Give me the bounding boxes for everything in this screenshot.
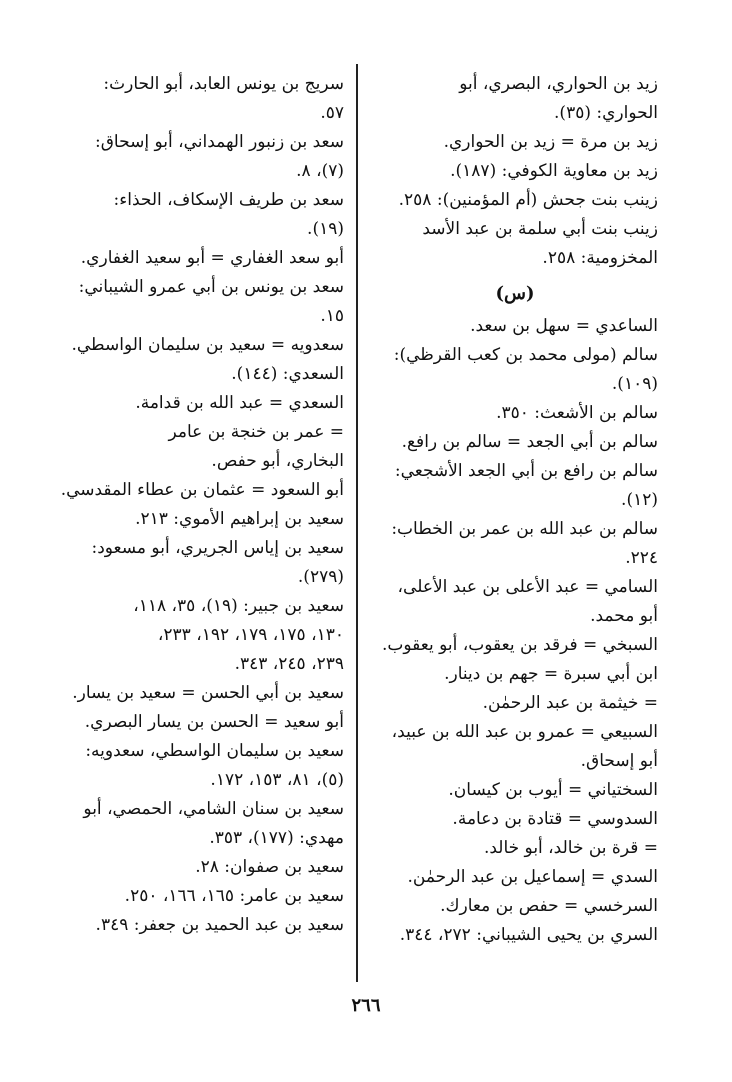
entry-line: سعدويه = سعيد بن سليمان الواسطي. <box>71 335 344 355</box>
entry-line: السعدي: (١٤٤). <box>231 364 344 384</box>
entry-line: أبو سعيد = الحسن بن يسار البصري. <box>84 712 344 732</box>
entry-line: (٥)، ٨١، ١٥٣، ١٧٢. <box>210 770 344 790</box>
section-heading: (س) <box>495 283 535 304</box>
entry-line: مهدي: (١٧٧)، ٣٥٣. <box>209 828 344 848</box>
index-entry <box>372 312 658 341</box>
index-entry <box>26 853 344 882</box>
index-entry <box>26 360 344 389</box>
page-number: ٢٦٦ <box>351 995 381 1016</box>
entry-line: سعيد بن عامر: ١٦٥، ١٦٦، ٢٥٠. <box>124 886 344 906</box>
index-entry <box>372 399 658 428</box>
index-entry <box>26 476 344 505</box>
index-entry <box>372 805 658 834</box>
entry-line: سعيد بن جبير: (١٩)، ٣٥، ١١٨، <box>133 596 344 616</box>
entry-line: أبو محمد. <box>590 606 658 626</box>
column-divider <box>356 64 358 982</box>
entry-line: زيد بن معاوية الكوفي: (١٨٧). <box>450 161 658 181</box>
index-entry <box>372 428 658 457</box>
entry-line: السامي = عبد الأعلى بن عبد الأعلى، <box>397 577 658 597</box>
entry-line: = عمر بن خنجة بن عامر <box>168 422 344 442</box>
entry-line: سعيد بن إياس الجريري، أبو مسعود: <box>91 538 344 558</box>
entry-line: ١٥. <box>320 306 344 326</box>
entry-line: السختياني = أيوب بن كيسان. <box>448 780 658 800</box>
entry-line: السبخي = فرقد بن يعقوب، أبو يعقوب. <box>381 635 658 655</box>
index-entry <box>372 660 658 689</box>
index-entry <box>26 708 344 737</box>
entry-line: سعد بن زنبور الهمداني، أبو إسحاق: <box>95 132 344 152</box>
index-entry <box>26 331 344 360</box>
entry-line: السبيعي = عمرو بن عبد الله بن عبيد، <box>391 722 658 742</box>
entry-line: (٢٧٩). <box>297 567 344 587</box>
index-entry <box>26 737 344 795</box>
entry-line: سريج بن يونس العابد، أبو الحارث: <box>103 74 344 94</box>
entry-line: أبو السعود = عثمان بن عطاء المقدسي. <box>60 480 344 500</box>
entry-line: السعدي = عبد الله بن قدامة. <box>135 393 344 413</box>
entry-line: سعد بن طريف الإسكاف، الحذاء: <box>113 190 344 210</box>
index-entry <box>26 389 344 418</box>
index-entry <box>26 911 344 940</box>
entry-line: (٧)، ٨. <box>296 161 344 181</box>
entry-line: زينب بنت أبي سلمة بن عبد الأسد <box>422 219 658 239</box>
index-entry <box>372 631 658 660</box>
index-entry <box>26 534 344 592</box>
left-column <box>26 70 344 940</box>
entry-line: سالم بن الأشعث: ٣٥٠. <box>496 403 658 423</box>
index-entry <box>372 718 658 776</box>
entry-line: ابن أبي سبرة = جهم بن دينار. <box>444 664 658 684</box>
index-entry <box>372 892 658 921</box>
entry-line: سعيد بن عبد الحميد بن جعفر: ٣٤٩. <box>95 915 344 935</box>
index-entry <box>26 70 344 128</box>
index-entry <box>372 128 658 157</box>
entry-line: = خيثمة بن عبد الرحمٰن. <box>482 693 658 713</box>
entry-line: (١٢). <box>621 490 658 510</box>
entry-line: السرخسي = حفص بن معارك. <box>440 896 658 916</box>
entry-line: المخزومية: ٢٥٨. <box>542 248 658 268</box>
index-entry <box>372 186 658 215</box>
index-entry <box>372 157 658 186</box>
index-entry <box>26 186 344 244</box>
index-entry <box>26 128 344 186</box>
index-entry <box>26 592 344 679</box>
index-entry <box>26 244 344 273</box>
entry-line: البخاري، أبو حفص. <box>211 451 344 471</box>
entry-line: سعيد بن صفوان: ٢٨. <box>195 857 344 877</box>
index-entry <box>372 921 658 950</box>
index-entry <box>26 273 344 331</box>
index-entry <box>372 776 658 805</box>
entry-line: = قرة بن خالد، أبو خالد. <box>483 838 658 858</box>
entry-line: الساعدي = سهل بن سعد. <box>470 316 658 336</box>
index-entry <box>372 573 658 631</box>
index-entry <box>372 457 658 515</box>
entry-line: السدي = إسماعيل بن عبد الرحمٰن. <box>407 867 658 887</box>
index-entry <box>372 215 658 273</box>
entry-line: سعيد بن إبراهيم الأموي: ٢١٣. <box>135 509 344 529</box>
index-entry <box>26 795 344 853</box>
index-entry <box>372 341 658 399</box>
index-entry <box>26 418 344 476</box>
entry-line: زيد بن مرة = زيد بن الحواري. <box>443 132 658 152</box>
entry-line: سعيد بن سليمان الواسطي، سعدويه: <box>85 741 344 761</box>
entry-line: أبو إسحاق. <box>580 751 658 771</box>
index-entry <box>372 863 658 892</box>
index-entry <box>26 679 344 708</box>
entry-line: (١٠٩). <box>611 374 658 394</box>
entry-line: ٥٧. <box>320 103 344 123</box>
right-column <box>372 70 658 950</box>
entry-line: ٢٢٤. <box>625 548 658 568</box>
entry-line: السري بن يحيى الشيباني: ٢٧٢، ٣٤٤. <box>399 925 658 945</box>
entry-line: سالم بن رافع بن أبي الجعد الأشجعي: <box>394 461 658 481</box>
entry-line: السدوسي = قتادة بن دعامة. <box>452 809 658 829</box>
entry-line: أبو سعد الغفاري = أبو سعيد الغفاري. <box>80 248 344 268</box>
entry-line: سالم (مولى محمد بن كعب القرظي): <box>393 345 658 365</box>
index-entry <box>26 505 344 534</box>
entry-line: (١٩). <box>307 219 344 239</box>
entry-line: زينب بنت جحش (أم المؤمنين): ٢٥٨. <box>398 190 658 210</box>
index-entry <box>372 70 658 128</box>
entry-line: سالم بن عبد الله بن عمر بن الخطاب: <box>391 519 658 539</box>
entry-line: سعيد بن أبي الحسن = سعيد بن يسار. <box>72 683 344 703</box>
index-entry <box>372 834 658 863</box>
entry-line: زيد بن الحواري، البصري، أبو <box>459 74 658 94</box>
entry-line: ٢٣٩، ٢٤٥، ٣٤٣. <box>234 654 344 674</box>
entry-line: سالم بن أبي الجعد = سالم بن رافع. <box>401 432 658 452</box>
index-entry <box>26 882 344 911</box>
index-entry <box>372 689 658 718</box>
index-entry <box>372 515 658 573</box>
entry-line: ١٣٠، ١٧٥، ١٧٩، ١٩٢، ٢٣٣، <box>157 625 344 645</box>
entry-line: سعيد بن سنان الشامي، الحمصي، أبو <box>83 799 344 819</box>
entry-line: سعد بن يونس بن أبي عمرو الشيباني: <box>78 277 344 297</box>
entry-line: الحواري: (٣٥). <box>554 103 658 123</box>
